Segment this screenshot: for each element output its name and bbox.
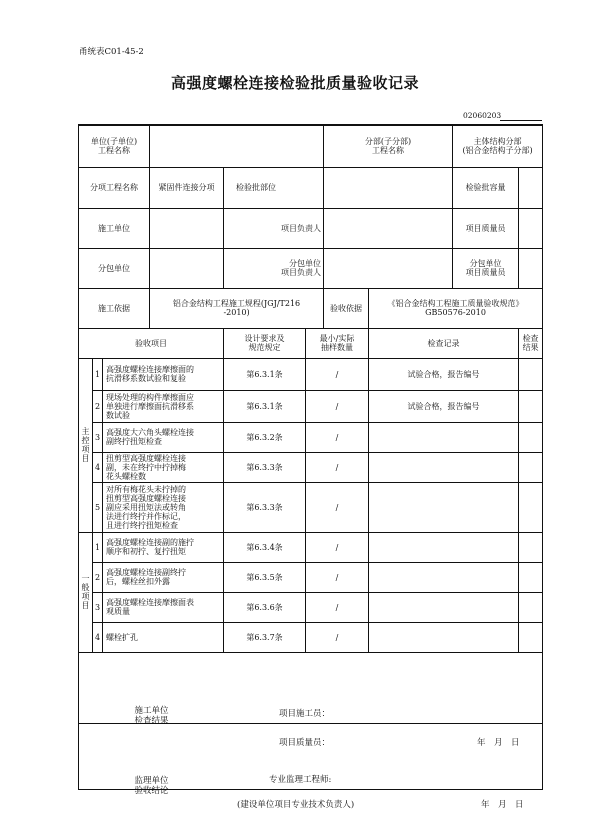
item-result[interactable]	[519, 422, 543, 452]
item-sample[interactable]: /	[306, 482, 369, 532]
item-record[interactable]: 试验合格，报告编号	[369, 390, 519, 422]
item-description: 高强度螺栓连接副终拧 后，螺栓丝扣外露	[103, 562, 224, 592]
col-sample-heading: 最小/实际 抽样数量	[306, 328, 369, 358]
item-sample[interactable]: /	[306, 562, 369, 592]
unit-name-value[interactable]	[150, 125, 324, 167]
item-record[interactable]	[369, 592, 519, 622]
item-result[interactable]	[519, 622, 543, 652]
item-record[interactable]	[369, 622, 519, 652]
contractor-value[interactable]	[150, 208, 224, 248]
item-description: 高强度螺栓连接摩擦面表 观质量	[103, 592, 224, 622]
supervisor-engineer-label: 专业监理工程师:	[269, 775, 332, 785]
item-spec: 第6.3.5条	[224, 562, 306, 592]
item-spec: 第6.3.3条	[224, 452, 306, 482]
item-description: 对所有梅花头未拧掉的 扭剪型高强度螺栓连接 副应采用扭矩法或转角 法进行终拧并作标记， 且进行终拧扭矩检查	[103, 482, 224, 532]
item-result[interactable]	[519, 390, 543, 422]
item-record[interactable]	[369, 562, 519, 592]
item-number: 4	[93, 622, 103, 652]
item-number: 2	[93, 390, 103, 422]
project-manager-label: 项目负责人	[224, 208, 324, 248]
sub-item-label: 分项工程名称	[79, 167, 150, 208]
page-title: 高强度螺栓连接检验批质量验收记录	[170, 74, 419, 92]
item-description: 高强度螺栓连接副的施拧 顺序和初拧、复拧扭矩	[103, 532, 224, 562]
item-spec: 第6.3.3条	[224, 482, 306, 532]
quality-manager-value[interactable]	[519, 208, 543, 248]
item-sample[interactable]: /	[306, 390, 369, 422]
item-description: 扭剪型高强度螺栓连接 副，未在终拧中拧掉梅 花头螺栓数	[103, 452, 224, 482]
division-name-label: 分部(子分部) 工程名称	[324, 125, 453, 167]
batch-part-label: 检验批部位	[224, 167, 324, 208]
supervisor-check-section	[79, 723, 543, 810]
subcontractor-value[interactable]	[150, 248, 224, 288]
item-result[interactable]	[519, 532, 543, 562]
division-name-value[interactable]: 主体结构分部 (铝合金结构子分部)	[453, 125, 543, 167]
acceptance-record-table	[78, 124, 543, 810]
item-record[interactable]	[369, 452, 519, 482]
item-result[interactable]	[519, 452, 543, 482]
item-spec: 第6.3.1条	[224, 358, 306, 390]
item-number: 3	[93, 422, 103, 452]
sub-quality-value[interactable]	[519, 248, 543, 288]
unit-name-label: 单位(子单位) 工程名称	[79, 125, 150, 167]
item-result[interactable]	[519, 482, 543, 532]
table-row	[79, 358, 543, 390]
col-item-heading: 验收项目	[79, 328, 224, 358]
sub-quality-label: 分包单位 项目质量员	[453, 248, 519, 288]
item-number: 5	[93, 482, 103, 532]
table-row	[79, 562, 543, 592]
supervisor-check-label: 监理单位 验收结论	[134, 776, 169, 796]
item-result[interactable]	[519, 562, 543, 592]
item-result[interactable]	[519, 592, 543, 622]
item-number: 4	[93, 452, 103, 482]
table-row	[79, 482, 543, 532]
table-row	[79, 532, 543, 562]
supervisor-owner-label: (建设单位项目专业技术负责人)	[237, 800, 355, 810]
item-record[interactable]	[369, 422, 519, 452]
acceptance-basis-value: 《铝合金结构工程施工质量验收规范》 GB50576-2010	[369, 288, 543, 328]
main-control-group-label: 主 控 项 目	[79, 358, 93, 532]
contractor-quality-label: 项目质量员：	[279, 737, 331, 748]
item-record[interactable]	[369, 532, 519, 562]
sub-manager-value[interactable]	[324, 248, 453, 288]
construction-basis-label: 施工依据	[79, 288, 150, 328]
record-code-underline	[500, 120, 542, 121]
item-spec: 第6.3.4条	[224, 532, 306, 562]
item-number: 2	[93, 562, 103, 592]
record-code: 02060203	[463, 111, 502, 120]
form-code: 甬统表C01-45-2	[79, 47, 144, 57]
quality-manager-label: 项目质量员	[453, 208, 519, 248]
batch-part-value[interactable]	[324, 167, 453, 208]
item-record[interactable]	[369, 482, 519, 532]
batch-capacity-label: 检验批容量	[453, 167, 519, 208]
project-manager-value[interactable]	[324, 208, 453, 248]
construction-basis-value: 铝合金结构工程施工规程(JGJ/T216 -2010)	[150, 288, 324, 328]
item-spec: 第6.3.7条	[224, 622, 306, 652]
sub-manager-label: 分包单位 项目负责人	[224, 248, 324, 288]
item-sample[interactable]: /	[306, 592, 369, 622]
table-row	[79, 452, 543, 482]
item-result[interactable]	[519, 358, 543, 390]
item-description: 高强度大六角头螺栓连接 副终拧扭矩检查	[103, 422, 224, 452]
item-description: 高强度螺栓连接摩擦面的 抗滑移系数试验和复验	[103, 358, 224, 390]
item-sample[interactable]: /	[306, 622, 369, 652]
contractor-check-section	[79, 652, 543, 748]
col-spec-heading: 设计要求及 规范规定	[224, 328, 306, 358]
batch-capacity-value[interactable]	[519, 167, 543, 208]
sub-item-value[interactable]: 紧固件连接分项	[150, 167, 224, 208]
item-number: 1	[93, 358, 103, 390]
table-row	[79, 592, 543, 622]
contractor-check-label: 施工单位 检查结果	[134, 705, 169, 726]
item-sample[interactable]: /	[306, 532, 369, 562]
item-record[interactable]: 试验合格，报告编号	[369, 358, 519, 390]
contractor-label: 施工单位	[79, 208, 150, 248]
table-row	[79, 422, 543, 452]
item-sample[interactable]: /	[306, 358, 369, 390]
col-result-heading: 检查 结果	[519, 328, 543, 358]
item-description: 现场处理的构件摩擦面应 单独进行摩擦面抗滑移系 数试验	[103, 390, 224, 422]
item-description: 螺栓扩孔	[103, 622, 224, 652]
item-number: 1	[93, 532, 103, 562]
subcontractor-label: 分包单位	[79, 248, 150, 288]
item-sample[interactable]: /	[306, 422, 369, 452]
acceptance-basis-label: 验收依据	[324, 288, 369, 328]
table-row	[79, 622, 543, 652]
table-row	[79, 390, 543, 422]
supervisor-date: 年 月 日	[481, 800, 524, 810]
item-spec: 第6.3.6条	[224, 592, 306, 622]
contractor-date: 年 月 日	[477, 737, 520, 748]
col-record-heading: 检查记录	[369, 328, 519, 358]
item-sample[interactable]: /	[306, 452, 369, 482]
item-spec: 第6.3.1条	[224, 390, 306, 422]
item-number: 3	[93, 592, 103, 622]
contractor-worker-label: 项目施工员：	[279, 708, 331, 719]
general-group-label: 一 般 项 目	[79, 532, 93, 652]
item-spec: 第6.3.2条	[224, 422, 306, 452]
